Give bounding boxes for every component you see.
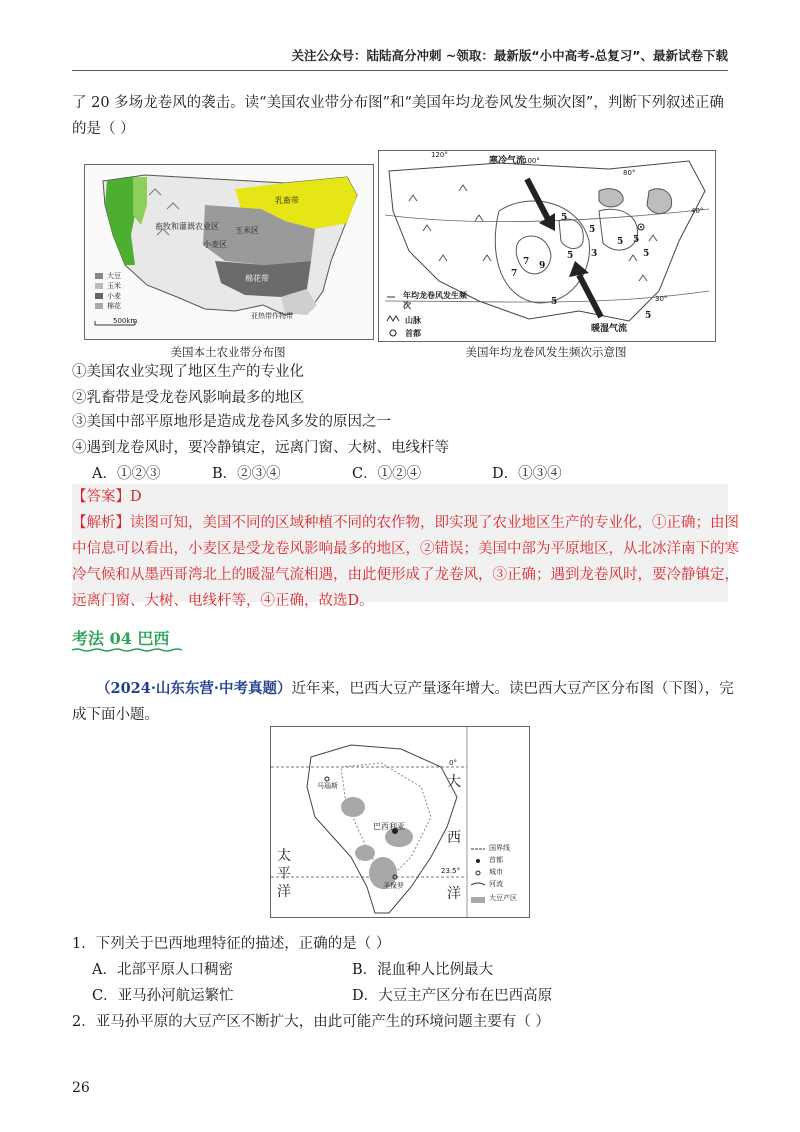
tropic-label: 23.5° [441,867,461,875]
legend-soy-area: 大豆产区 [489,894,517,902]
analysis [72,510,739,614]
analysis-line-3: 冷气候和从墨西哥湾北上的暖湿气流相遇，由此便形成了龙卷风，③正确；遇到龙卷风时，要冷静镇定， [72,567,739,583]
page-number: 26 [72,1080,90,1096]
freq-number: 5 [633,235,640,245]
q1-option-c: C．亚马孙河航运繁忙 [92,988,234,1004]
section-title: 考法 04 巴西 [72,629,170,648]
freq-number: 7 [523,257,530,267]
answer-tag: 【答案】 [72,489,130,505]
question-source-line [96,676,736,702]
legend-border: 国界线 [489,844,510,852]
brazil-soybean-map [270,726,530,918]
answer-value: D [130,489,142,505]
header-rule [72,70,728,71]
intro-line-1: 了 20 多场龙卷风的袭击。读“美国农业带分布图”和“美国年均龙卷风发生频次图”，判断下列叙述正确 [72,95,724,111]
legend-wheat: 小麦 [107,292,121,300]
q1-option-d: D．大豆主产区分布在巴西高原 [352,988,553,1004]
freq-number: 5 [645,311,652,321]
deg-120: 120° [431,151,448,159]
deg-100: 100° [523,157,540,165]
question-intro [72,90,732,142]
city-saopaulo: 圣保罗 [383,882,404,890]
label-pacific-2: 平 [277,866,291,882]
freq-number: 7 [511,269,518,279]
q1-option-b: B．混血种人比例最大 [352,962,494,978]
label-warm-air: 暖湿气流 [591,324,628,334]
option-b: B．②③④ [212,466,281,482]
legend-corn: 玉米 [107,282,121,290]
q2-stem: 2．亚马孙平原的大豆产区不断扩大，由此可能产生的环境问题主要有（ ） [72,1014,550,1030]
city-manaus: 马瑙斯 [317,782,338,790]
scale-label: 500km [113,317,138,325]
question-source: （2024·山东东营·中考真题） [96,680,292,697]
q-intro-line-1: 近年来，巴西大豆产量逐年增大。读巴西大豆产区分布图（下图），完 [291,681,734,697]
label-pacific-3: 洋 [277,884,291,900]
label-atlantic-2: 西 [447,830,461,846]
section-underline [72,648,182,652]
deg-40: 40° [691,207,704,215]
analysis-tag: 【解析】 [72,515,130,531]
statement-3: ③美国中部平原地形是造成龙卷风多发的原因之一 [72,414,391,430]
label-atlantic-1: 大 [447,774,461,790]
analysis-line-1: 读图可知，美国不同的区域种植不同的农作物，即实现了农业地区生产的专业化，①正确；由图 [130,515,739,531]
deg-30: 30° [655,295,668,303]
analysis-line-4: 远离门窗、大树、电线杆等，④正确，故选D。 [72,593,374,609]
option-a: A．①②③ [92,466,161,482]
caption-right: 美国年均龙卷风发生频次示意图 [465,345,627,359]
freq-number: 9 [539,261,546,271]
analysis-line-2: 中信息可以看出，小麦区是受龙卷风影响最多的地区，②错误；美国中部为平原地区，从北冰洋南下的寒 [72,541,739,557]
legend-capital: 首都 [405,329,421,338]
deg-80: 80° [623,169,636,177]
tornado-frequency-map [378,150,716,342]
legend-mountain: 山脉 [405,316,421,325]
freq-number: 3 [591,249,598,259]
freq-number: 5 [589,225,596,235]
page-header: 关注公众号：陆陆高分冲刺 ~领取：最新版“小中高考-总复习”、最新试卷下载 [291,48,728,63]
q1-option-a: A．北部平原人口稠密 [92,962,233,978]
label-dairy: 乳畜带 [275,196,299,205]
q-intro-line-2: 成下面小题。 [72,707,159,723]
statement-1: ①美国农业实现了地区生产的专业化 [72,364,304,380]
label-pasture: 畜牧和灌溉农业区 [155,222,219,231]
intro-line-2: 的是（ ） [72,121,135,137]
answer-line [72,484,728,510]
equator-label: 0° [449,759,457,767]
caption-left: 美国本土农业带分布图 [170,345,286,359]
freq-number: 5 [643,249,650,259]
option-d: D．①③④ [492,466,562,482]
legend-city: 城市 [489,868,503,876]
statement-2: ②乳畜带是受龙卷风影响最多的地区 [72,390,304,406]
label-pacific-1: 太 [277,848,291,864]
q1-stem: 1．下列关于巴西地理特征的描述，正确的是（ ） [72,936,391,952]
label-atlantic-3: 洋 [447,886,461,902]
statement-4: ④遇到龙卷风时，要冷静镇定，远离门窗、大树、电线杆等 [72,440,449,456]
label-corn: 玉米区 [235,226,259,235]
label-cotton: 棉花带 [245,274,269,283]
option-c: C．①②④ [352,466,422,482]
city-brasilia: 巴西利亚 [373,822,405,831]
legend-frequency: 年均龙卷风发生频次 [403,291,467,310]
us-agriculture-map [84,164,374,340]
freq-number: 5 [561,213,568,223]
legend-cotton: 棉花 [107,302,121,310]
legend-river: 河流 [489,880,503,888]
freq-number: 5 [617,237,624,247]
label-cold-air: 寒冷气流 [489,156,526,166]
legend-capital-br: 首都 [489,856,503,864]
label-wheat: 小麦区 [203,240,227,249]
legend-soy: 大豆 [107,272,121,280]
freq-number: 5 [567,251,574,261]
label-subtropical: 亚热带作物带 [251,312,293,320]
freq-number: 5 [551,297,558,307]
